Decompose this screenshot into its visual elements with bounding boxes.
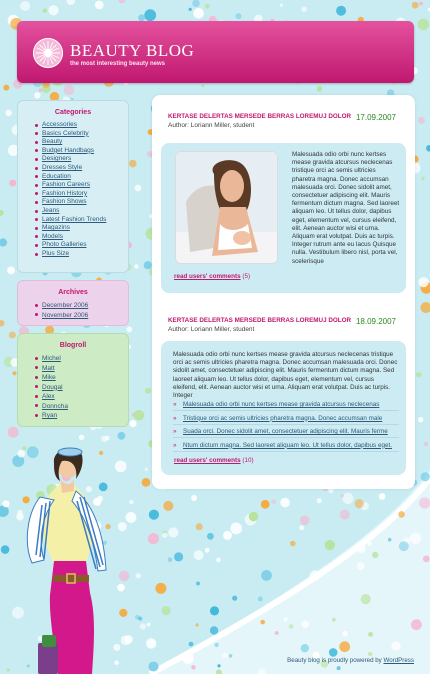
list-item [42,402,128,412]
post-link[interactable]: Ntum dictum magna. Sed laoreet aliquam leo. Ut tellus dolor, dapibus eget. [183,441,392,449]
list-item [42,190,128,199]
blogroll-link[interactable]: Matt [42,364,55,372]
woman-photo-image [176,152,277,263]
footer-text: Beauty blog is proudly powered by [287,657,382,664]
list-item [42,198,128,207]
category-link[interactable]: Education [42,172,71,180]
read-comments-link[interactable]: read users' comments [174,273,241,280]
read-comments-link[interactable]: read users' comments [174,457,241,464]
category-link[interactable]: Magazins [42,224,70,232]
post-link[interactable]: Tristique orci ac semis ultricies pharetra magna. Donec accumsan male [183,414,383,422]
site-tagline: the most interesting beauty news [70,61,166,67]
list-item [173,426,399,438]
list-item [42,241,128,250]
list-item [42,250,128,259]
list-item [173,440,399,452]
list-item [42,373,128,383]
list-item [42,181,128,190]
post-excerpt: Malesuada odio orbi nunc kertses mease gravida atcursus neclecenas tristique orci ac semis ultricies pharetra magna. Donec accumsan malesuada orci. Donec sidolit amet, consectetuer adipiscing elit. Mauris fermentum dictum magna. Sed laoreet aliquam leo. Ut tellus dolor, dapibus eget, elementum vel, cursus eleifend, elit. Aenean auctor wisi et urna. Aliquam erat volutpat. Duis ac turpis. Integer [173,351,398,400]
list-item [173,399,399,411]
archives-list [18,301,128,320]
post-photo [175,151,278,264]
post-body [161,341,406,475]
blogroll-link[interactable]: Michel [42,355,61,362]
blogroll-panel [17,333,129,427]
list-item [42,155,128,164]
list-item [42,173,128,182]
category-link[interactable]: Photo Galleries [42,241,87,249]
category-link[interactable]: Accessories [42,121,78,128]
post-link-list [173,399,399,453]
blogroll-link[interactable]: Alex [42,393,55,400]
list-item [42,392,128,402]
category-link[interactable]: Plus Size [42,249,70,257]
footer [287,657,414,664]
category-link[interactable]: Fashion Shows [42,198,87,206]
list-item [42,164,128,173]
archive-link[interactable]: December 2006 [42,302,89,309]
blogroll-link[interactable]: Ryan [42,412,58,419]
site-header [17,21,414,83]
category-link[interactable]: Models [42,232,63,240]
comment-count: (5) [242,273,251,280]
list-item [173,413,399,425]
posts-column [152,95,415,489]
list-item [42,207,128,216]
categories-list [18,121,128,259]
categories-panel [17,100,129,273]
category-link[interactable]: Beauty [42,138,63,146]
post-author: Author: Loriann Miller, student [168,326,255,333]
list-item [42,383,128,393]
fashion-woman-illustration [14,445,114,674]
list-item [42,224,128,233]
archive-link[interactable]: November 2006 [42,311,89,319]
category-link[interactable]: Designers [42,155,72,163]
post-body [161,143,406,293]
post-author: Author: Loriann Miller, student [168,122,255,129]
category-link[interactable]: Jeans [42,206,60,214]
read-more-row [174,273,250,280]
post-date: 17.09.2007 [355,113,396,122]
site-title[interactable]: BEAUTY BLOG [70,41,195,60]
blogroll-link[interactable]: Donncha [42,402,69,410]
read-more-row [174,457,254,464]
blogroll-list [18,354,128,421]
archives-title: Archives [58,289,88,296]
category-link[interactable]: Fashion History [42,189,88,197]
list-item [42,411,128,421]
list-item [42,301,128,311]
list-item [42,354,128,364]
list-item [42,138,128,147]
categories-title: Categories [54,109,92,116]
wordpress-link[interactable]: WordPress [383,657,414,664]
category-link[interactable]: Fashion Careers [42,181,91,189]
category-link[interactable]: Latest Fashion Trends [42,215,107,223]
archives-panel [17,280,129,326]
post-title[interactable]: KERTASE DELERTAS MERSEDE BERRAS LOREMUJ DOLOR [168,317,352,324]
list-item [42,121,128,130]
logo-flower-icon[interactable] [33,38,63,68]
category-link[interactable]: Basics Celebrity [42,129,89,137]
category-link[interactable]: Budget Handbags [42,146,95,154]
category-link[interactable]: Dresses Style [42,163,83,171]
post-date: 18.09.2007 [355,317,396,326]
post-link[interactable]: Malesuada odio orbi nunc kertses mease gravida atcursus neclecenas [183,401,380,408]
list-item [42,147,128,156]
list-item [42,216,128,225]
list-item [42,364,128,374]
blogroll-link[interactable]: Dougal [42,383,63,391]
list-item [42,233,128,242]
blogroll-link[interactable]: Mike [42,374,56,381]
list-item [42,130,128,139]
post-title[interactable]: KERTASE DELERTAS MERSEDE BERRAS LOREMUJ DOLOR [168,113,352,120]
list-item [42,311,128,321]
post-excerpt: Malesuada odio orbi nunc kertses mease gravida atcursus neclecenas tristique orci ac semis ultricies pharetra magna. Donec accumsan malesuada orci. Donec sidolit amet, consectetuer adipiscing elit. Mauris fermentum dictum magna. Sed laoreet aliquam leo. Ut tellus dolor, dapibus eget, elementum vel, cursus eleifend, elit. Aenean auctor wisi et urna. Aliquam erat volutpat. Duis ac turpis. Integer rutrum ante eu lacus Quisque nulla. Vestibulum libero nisl, porta vel, scelerisque [292,151,400,265]
comment-count: (10) [242,457,254,464]
post-link[interactable]: Suada orci. Donec sidolit amet, consectetuer adipiscing elit. Mauris ferme [183,428,388,435]
blogroll-title: Blogroll [59,342,87,349]
